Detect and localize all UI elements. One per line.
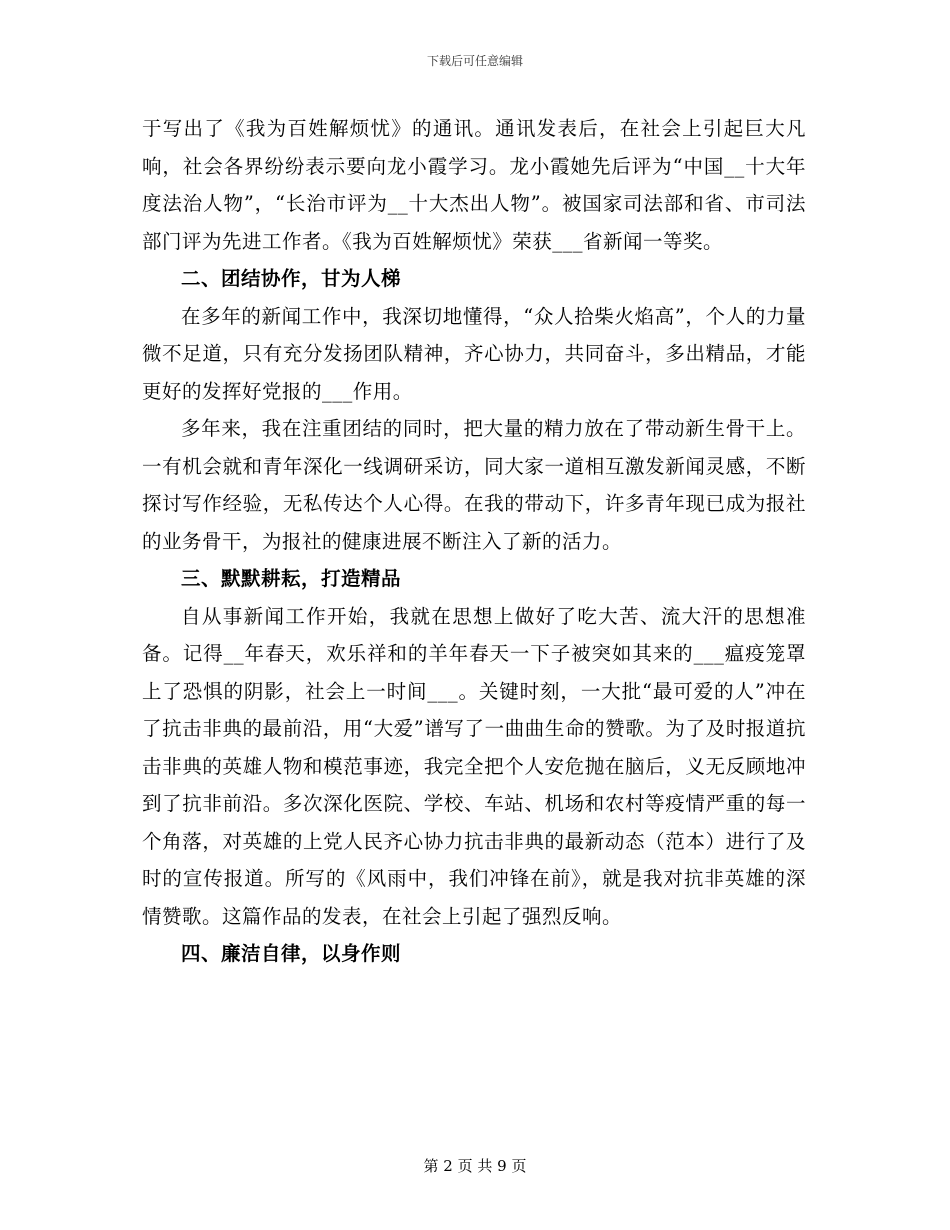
document-body [142, 110, 806, 973]
paragraph-continued: 于写出了《我为百姓解烦忧》的通讯。通讯发表后，在社会上引起巨大凡响，社会各界纷纷表示要向龙小霞学习。龙小霞她先后评为“中国__十大年度法治人物”，“长治市评为__十大杰出人物”。被国家司法部和省、市司法部门评为先进工作者。《我为百姓解烦忧》荣获___省新闻一等奖。 [142, 117, 806, 253]
page-header-note: 下载后可任意编辑 [426, 54, 523, 68]
paragraph: 多年来，我在注重团结的同时，把大量的精力放在了带动新生骨干上。一有机会就和青年深化一线调研采访，同大家一道相互激发新闻灵感，不断探讨写作经验，无私传达个人心得。在我的带动下，许多青年现已成为报社的业务骨干，为报社的健康进展不断注入了新的活力。 [142, 417, 806, 553]
section-heading-4: 四、廉洁自律，以身作则 [181, 942, 402, 965]
paragraph: 在多年的新闻工作中，我深切地懂得，“众人拾柴火焰高”，个人的力量微不足道，只有充分发扬团队精神，齐心协力，共同奋斗，多出精品，才能更好的发挥好党报的___作用。 [142, 304, 806, 403]
section-heading-2: 二、团结协作，甘为人梯 [181, 267, 402, 290]
page-number: 第 2 页 共 9 页 [423, 1157, 527, 1175]
section-heading-3: 三、默默耕耘，打造精品 [181, 567, 402, 590]
paragraph: 自从事新闻工作开始，我就在思想上做好了吃大苦、流大汗的思想准备。记得__年春天，欢乐祥和的羊年春天一下子被突如其来的___瘟疫笼罩上了恐惧的阴影，社会上一时间___。关键时刻，一大批“最可爱的人”冲在了抗击非典的最前沿，用“大爱”谱写了一曲曲生命的赞歌。为了及时报道抗击非典的英雄人物和模范事迹，我完全把个人安危抛在脑后，义无反顾地冲到了抗非前沿。多次深化医院、学校、车站、机场和农村等疫情严重的每一个角落，对英雄的上党人民齐心协力抗击非典的最新动态（范本）进行了及时的宣传报道。所写的《风雨中，我们冲锋在前》，就是我对抗非英雄的深情赞歌。这篇作品的发表，在社会上引起了强烈反响。 [142, 604, 806, 928]
